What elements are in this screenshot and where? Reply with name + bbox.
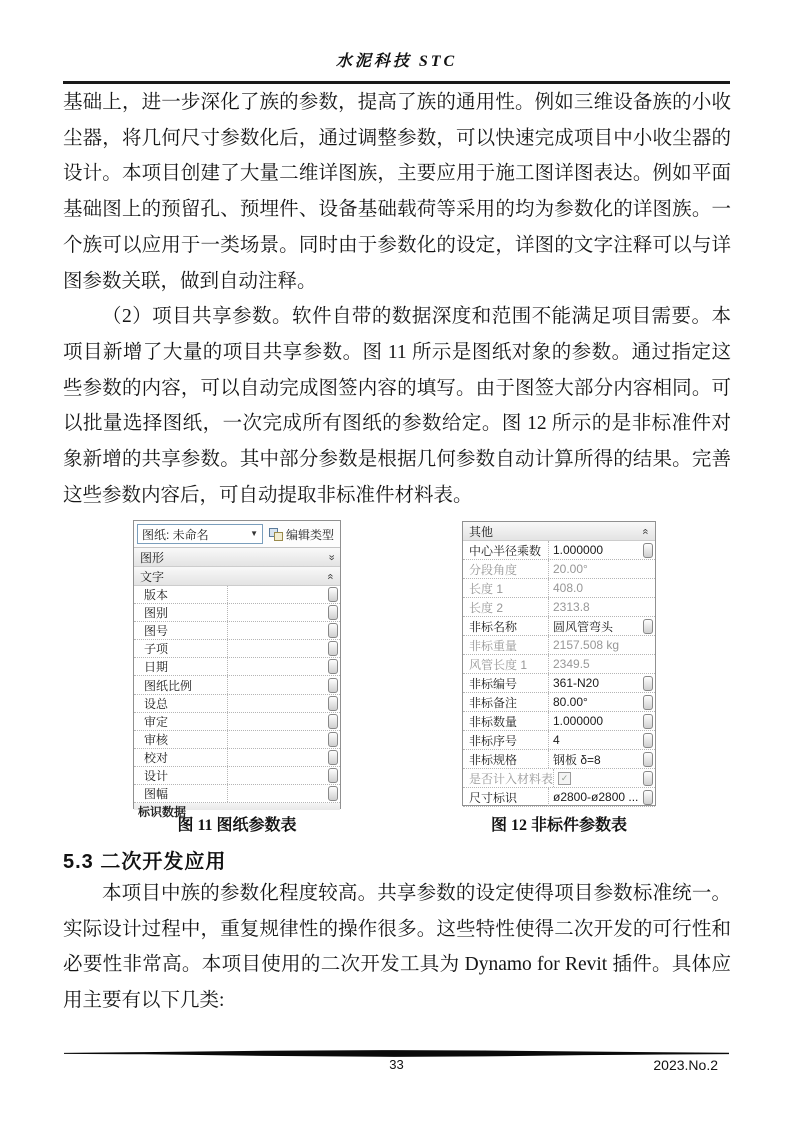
parameter-label: 设计: [134, 767, 228, 784]
paragraph-continuation: 基础上，进一步深化了族的参数，提高了族的通用性。例如三维设备族的小收尘器，将几何尺寸参数化后，通过调整参数，可以快速完成项目中小收尘器的设计。本项目创建了大量二维详图族，主要应用于施工图详图表达。例如平面基础图上的预留孔、预埋件、设备基础载荷等采用的均为参数化的详图族。一个族可以应用于一类场景。同时由于参数化的设定，详图的文字注释可以与详图参数关联，做到自动注释。: [63, 92, 731, 292]
associate-parameter-button[interactable]: [643, 543, 653, 558]
button-column: [640, 752, 655, 767]
associate-parameter-button[interactable]: [643, 752, 653, 767]
associate-parameter-button[interactable]: [328, 623, 338, 638]
parameter-label: 图号: [134, 622, 228, 639]
parameter-label: 非标重量: [463, 636, 549, 654]
parameter-row: [134, 713, 340, 731]
button-column: [325, 714, 340, 729]
parameter-label: 图别: [134, 604, 228, 621]
button-column: [325, 768, 340, 783]
clipped-section-header: 标识数据: [134, 803, 340, 810]
parameter-row: [134, 695, 340, 713]
section-header-other[interactable]: [463, 522, 655, 541]
button-column: [325, 605, 340, 620]
parameter-row: [463, 750, 655, 769]
button-column: [325, 732, 340, 747]
parameter-row: [463, 788, 655, 807]
associate-parameter-button[interactable]: [328, 659, 338, 674]
button-column: [640, 790, 655, 805]
parameter-value[interactable]: [228, 767, 325, 784]
associate-parameter-button[interactable]: [328, 714, 338, 729]
parameter-label: 非标规格: [463, 750, 549, 768]
parameter-row: [463, 636, 655, 655]
family-type-dropdown[interactable]: [137, 524, 263, 544]
button-column: [640, 543, 655, 558]
figure11-rows: [134, 586, 340, 803]
issue-number: 2023.No.2: [653, 1057, 718, 1073]
parameter-label: 中心半径乘数: [463, 541, 549, 559]
section-header-text[interactable]: [134, 567, 340, 586]
parameter-value[interactable]: [228, 640, 325, 657]
body-text-block-bottom: [63, 876, 731, 1019]
parameter-row: [134, 658, 340, 676]
parameter-row: [134, 640, 340, 658]
parameter-label: 日期: [134, 658, 228, 675]
parameter-label: 审核: [134, 731, 228, 748]
button-column: [325, 659, 340, 674]
button-column: [640, 676, 655, 691]
associate-parameter-button[interactable]: [328, 750, 338, 765]
parameter-value[interactable]: [228, 695, 325, 712]
button-column: [325, 786, 340, 801]
button-column: [325, 678, 340, 693]
parameter-row: [463, 712, 655, 731]
associate-parameter-button[interactable]: [328, 786, 338, 801]
parameter-row: [463, 541, 655, 560]
parameter-value[interactable]: [228, 658, 325, 675]
parameter-value[interactable]: [228, 586, 325, 603]
include-in-material-list-checkbox[interactable]: ✓: [558, 772, 571, 785]
associate-parameter-button[interactable]: [643, 619, 653, 634]
parameter-label: 尺寸标识: [463, 788, 549, 806]
parameter-label: 图纸比例: [134, 676, 228, 693]
header-rule: [63, 81, 730, 84]
associate-parameter-button[interactable]: [643, 733, 653, 748]
parameter-value[interactable]: [228, 713, 325, 730]
parameter-value[interactable]: [228, 676, 325, 693]
associate-parameter-button[interactable]: [643, 676, 653, 691]
section-label: 文字: [140, 569, 165, 584]
parameter-row: [463, 560, 655, 579]
parameter-label: 子项: [134, 640, 228, 657]
associate-parameter-button[interactable]: [643, 790, 653, 805]
parameter-value: [554, 769, 640, 787]
section-label: 图形: [140, 550, 165, 565]
parameter-row: [463, 617, 655, 636]
parameter-value[interactable]: [228, 749, 325, 766]
associate-parameter-button[interactable]: [643, 771, 653, 786]
parameter-label: 审定: [134, 713, 228, 730]
parameter-value[interactable]: 1.000000: [553, 543, 604, 557]
parameter-label: 图幅: [134, 785, 228, 802]
parameter-row: [134, 622, 340, 640]
parameter-value[interactable]: [228, 604, 325, 621]
parameter-label: 长度 1: [463, 579, 549, 597]
edit-type-icon: [269, 528, 283, 541]
paragraph-shared-parameters: （2）项目共享参数。软件自带的数据深度和范围不能满足项目需要。本项目新增了大量的项目共享参数。图 11 所示是图纸对象的参数。通过指定这些参数的内容，可以自动完成图签内容的填写。由于图签大部分内容相同。可以批量选择图纸，一次完成所有图纸的参数给定。图 12 所示的是非标准件对象新增的共享参数。其中部分参数是根据几何参数自动计算所得的结果。完善这些参数内容后，可自动提取非标准件材料表。: [63, 306, 731, 506]
parameter-label: 是否计入材料表: [463, 769, 554, 787]
associate-parameter-button[interactable]: [328, 732, 338, 747]
associate-parameter-button[interactable]: [328, 768, 338, 783]
figure12-revit-panel: [462, 521, 656, 806]
associate-parameter-button[interactable]: [328, 587, 338, 602]
body-text-block-top: [63, 85, 731, 513]
collapse-chevron-icon: »: [325, 553, 338, 561]
button-column: [325, 696, 340, 711]
button-column: [325, 587, 340, 602]
expand-chevron-icon: »: [639, 527, 652, 535]
chevron-down-icon: ▼: [250, 529, 258, 538]
parameter-row: [134, 586, 340, 604]
footer-rule: [64, 1046, 729, 1056]
parameter-label: 非标序号: [463, 731, 549, 749]
parameter-value[interactable]: [228, 622, 325, 639]
parameter-row: [463, 579, 655, 598]
section-label: 其他: [469, 524, 494, 539]
page-number: 33: [389, 1057, 404, 1072]
parameter-row: [134, 749, 340, 767]
type-selector-bar: [134, 521, 340, 548]
parameter-label: 非标名称: [463, 617, 549, 635]
journal-title: 水泥科技 STC: [335, 53, 458, 70]
parameter-row: [463, 674, 655, 693]
section-heading: 5.3 二次开发应用: [63, 851, 227, 873]
parameter-value[interactable]: 1.000000: [553, 714, 604, 728]
parameter-row: [463, 769, 655, 788]
associate-parameter-button[interactable]: [643, 714, 653, 729]
parameter-label: 分段角度: [463, 560, 549, 578]
button-column: [325, 623, 340, 638]
parameter-value[interactable]: [228, 731, 325, 748]
expand-chevron-icon: »: [324, 572, 337, 580]
parameter-value[interactable]: ø2800-ø2800 ...: [553, 790, 639, 804]
button-column: [640, 771, 655, 786]
parameter-row: [463, 598, 655, 617]
edit-type-button[interactable]: [267, 525, 336, 544]
parameter-label: 非标备注: [463, 693, 549, 711]
figure12-rows: [463, 541, 655, 807]
parameter-label: 版本: [134, 586, 228, 603]
parameter-value: 20.00°: [553, 562, 588, 576]
button-column: [640, 733, 655, 748]
parameter-value[interactable]: [228, 785, 325, 802]
parameter-value[interactable]: 钢板 δ=8: [553, 752, 601, 767]
parameter-value: 2349.5: [553, 657, 590, 671]
parameter-label: 校对: [134, 749, 228, 766]
section-header-graphics[interactable]: [134, 548, 340, 567]
family-type-dropdown-value: 图纸: 未命名: [142, 527, 209, 542]
button-column: [640, 714, 655, 729]
parameter-row: [134, 731, 340, 749]
parameter-label: 设总: [134, 695, 228, 712]
associate-parameter-button[interactable]: [328, 641, 338, 656]
associate-parameter-button[interactable]: [328, 678, 338, 693]
parameter-row: [463, 693, 655, 712]
parameter-row: [134, 604, 340, 622]
paragraph-secondary-development: 本项目中族的参数化程度较高。共享参数的设定使得项目参数标准统一。实际设计过程中，重复规律性的操作很多。这些特性使得二次开发的可行性和必要性非常高。本项目使用的二次开发工具为 Dynamo for Revit 插件。具体应用主要有以下几类:: [63, 883, 731, 1012]
parameter-value[interactable]: 80.00°: [553, 695, 588, 709]
button-column: [640, 619, 655, 634]
parameter-value[interactable]: 4: [553, 733, 560, 747]
parameter-value: 408.0: [553, 581, 584, 595]
button-column: [325, 641, 340, 656]
parameter-value: 2313.8: [553, 600, 590, 614]
parameter-value: 2157.508 kg: [553, 638, 620, 652]
parameter-value[interactable]: 361-N20: [553, 676, 600, 690]
parameter-label: 非标数量: [463, 712, 549, 730]
button-column: [325, 750, 340, 765]
parameter-label: 长度 2: [463, 598, 549, 616]
associate-parameter-button[interactable]: [643, 695, 653, 710]
parameter-label: 风管长度 1: [463, 655, 549, 673]
button-column: [640, 695, 655, 710]
figure12-caption: 图 12 非标件参数表: [490, 817, 627, 834]
parameter-value[interactable]: 圆风管弯头: [553, 619, 614, 634]
parameter-row: [463, 731, 655, 750]
parameter-row: [134, 767, 340, 785]
parameter-row: [134, 676, 340, 694]
figure11-caption: 图 11 图纸参数表: [177, 817, 297, 834]
parameter-row: [134, 785, 340, 803]
edit-type-label: 编辑类型: [286, 527, 335, 542]
figure11-revit-panel: [133, 520, 341, 820]
associate-parameter-button[interactable]: [328, 605, 338, 620]
parameter-row: [463, 655, 655, 674]
associate-parameter-button[interactable]: [328, 696, 338, 711]
parameter-label: 非标编号: [463, 674, 549, 692]
